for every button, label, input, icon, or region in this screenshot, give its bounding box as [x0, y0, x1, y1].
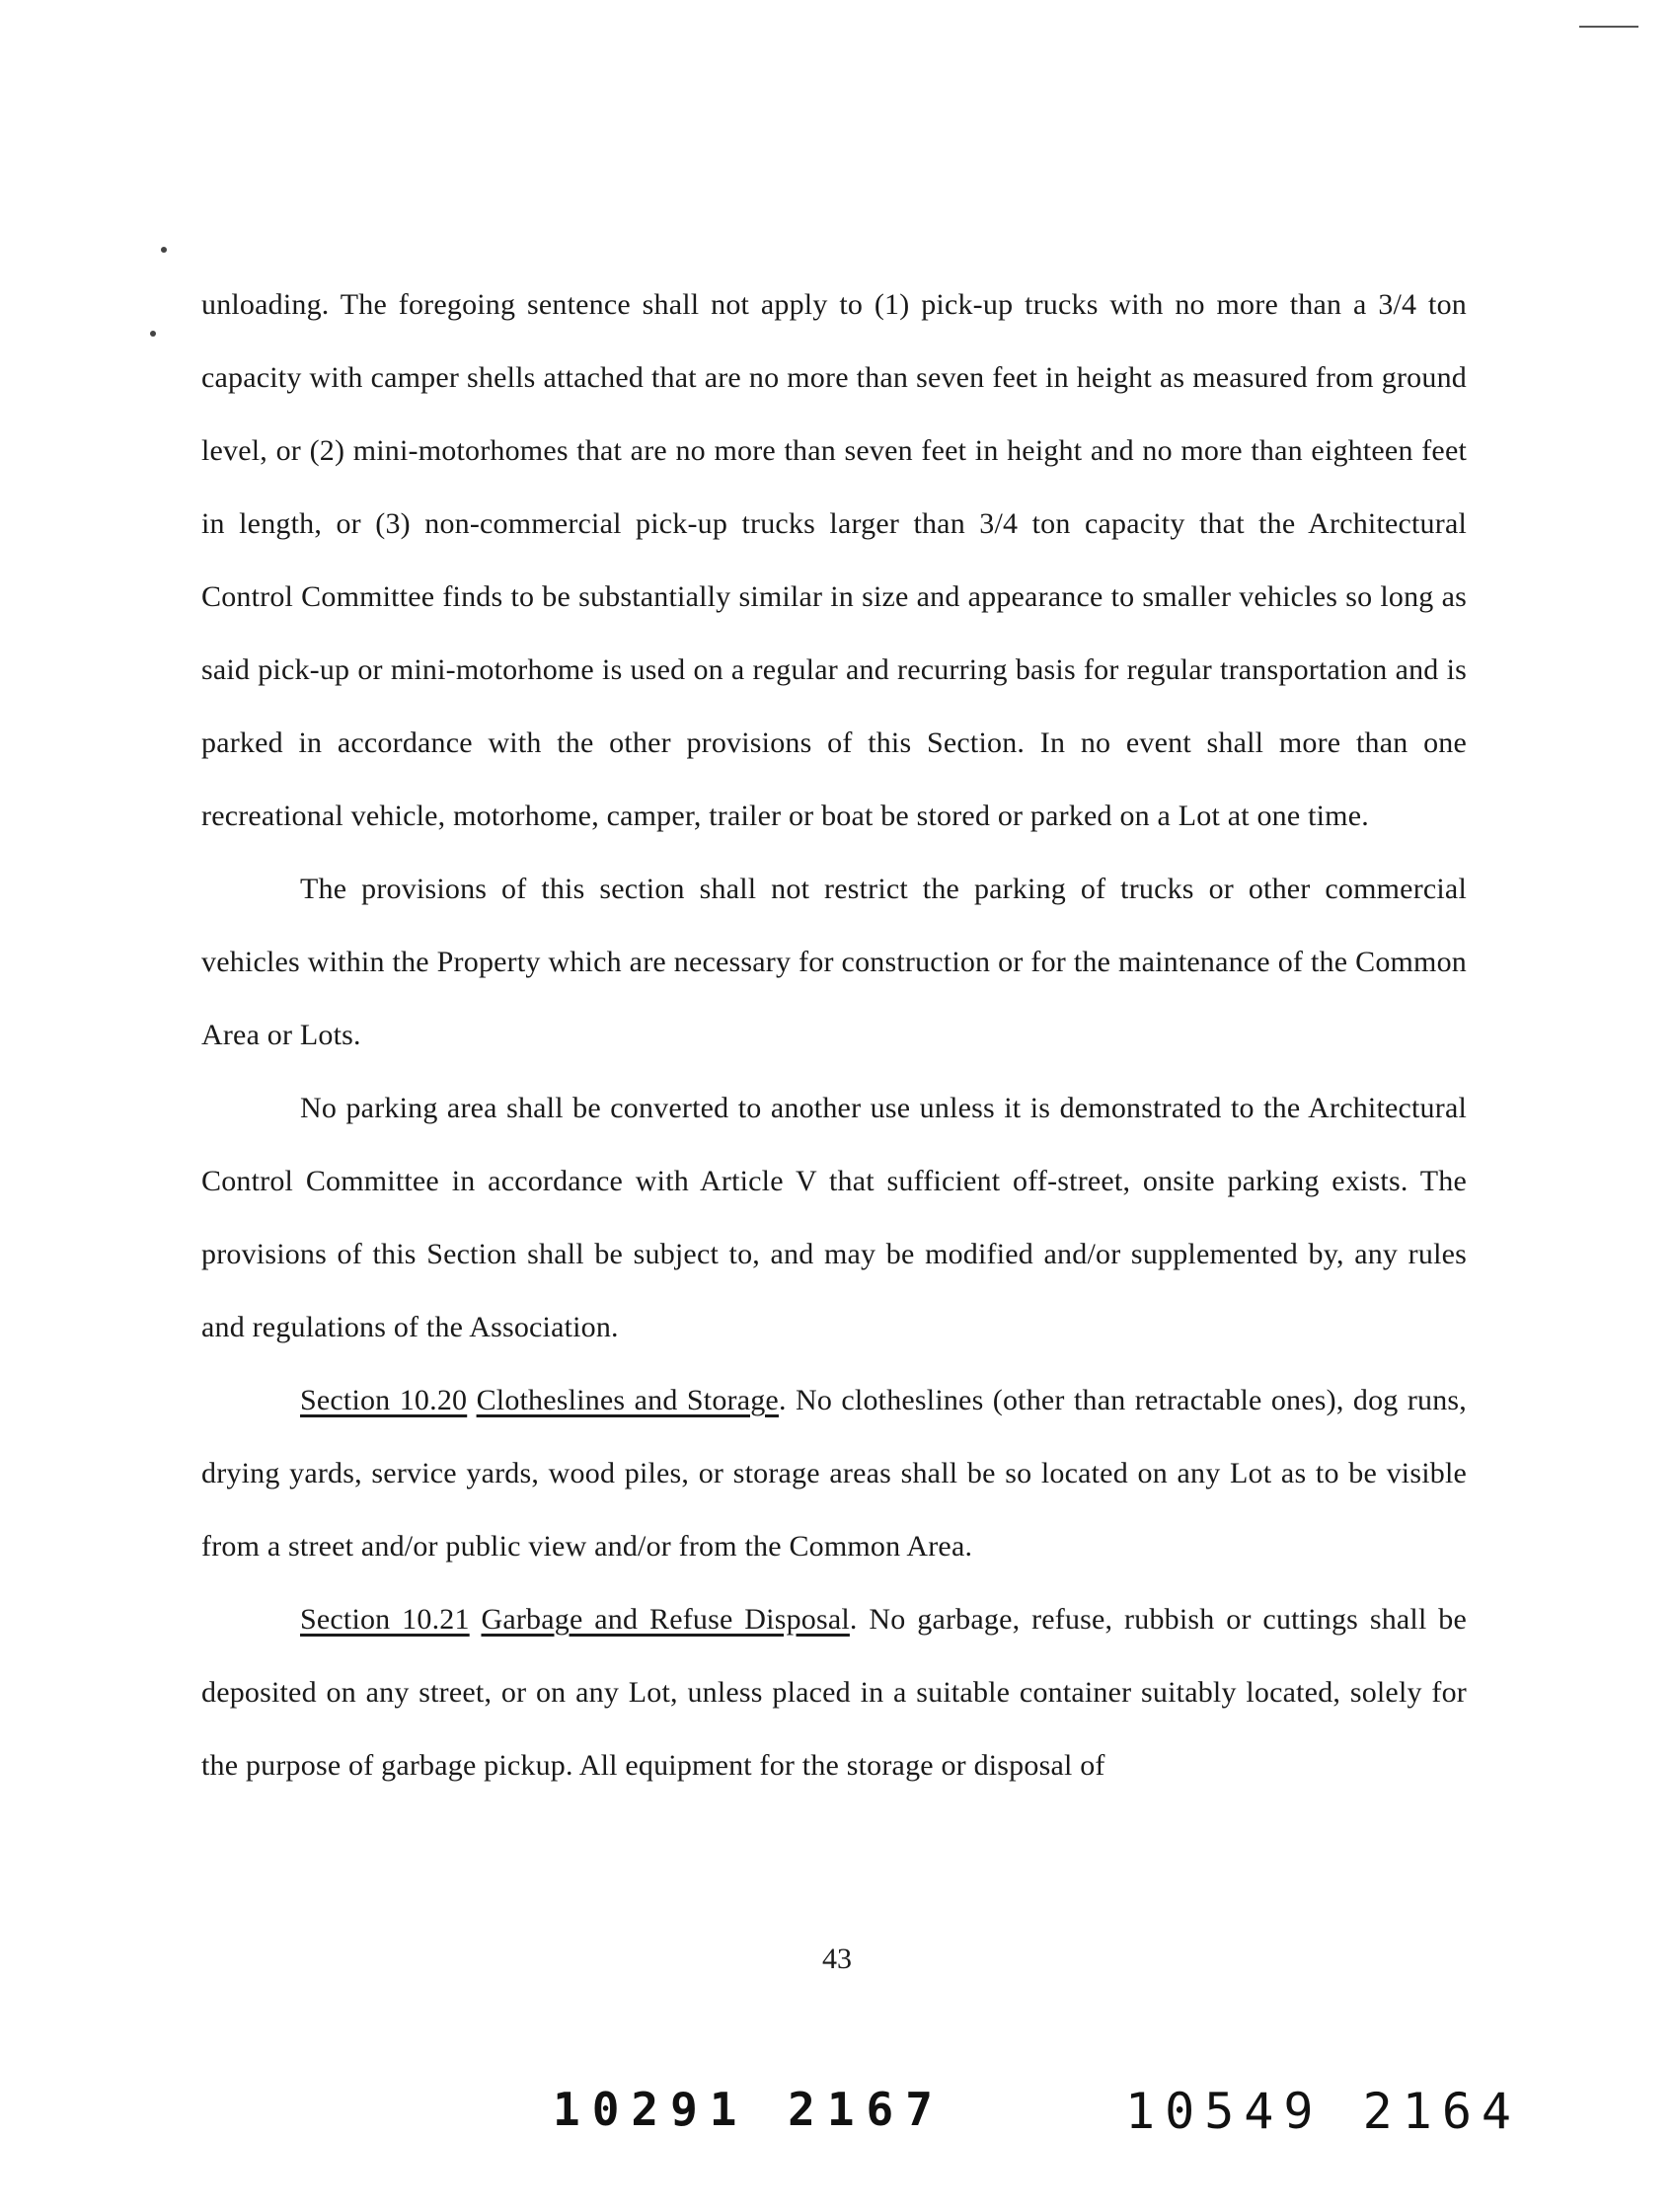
section-10-20	[201, 1364, 1467, 1583]
paragraph-parking-conversion: No parking area shall be converted to another use unless it is demonstrated to the Architectural Control Committee in accordance with Article V that sufficient off-street, onsite parking exists. The provisions of this Section shall be subject to, and may be modified and/or supplemented by, any rules and regulations of the Association.	[201, 1092, 1467, 1343]
recording-stamp-right: 10549 2164	[1125, 2083, 1522, 2140]
section-10-21-number: Section 10.21	[300, 1603, 470, 1636]
document-body	[201, 268, 1467, 1802]
section-10-21-title: Garbage and Refuse Disposal	[481, 1603, 850, 1636]
page-number: 43	[822, 1943, 852, 1975]
section-10-21	[201, 1583, 1467, 1802]
section-10-20-number: Section 10.20	[300, 1384, 468, 1416]
section-10-20-text: . No clotheslines (other than retractable ones), dog runs, drying yards, service yards, wood piles, or storage areas shall be so located on any Lot as to be visible from a street and/or public view and/or from the Common Area.	[201, 1384, 1467, 1563]
scan-artifact-dot	[150, 331, 156, 337]
paragraph-vehicle-exceptions: unloading. The foregoing sentence shall not apply to (1) pick-up trucks with no more than a 3/4 ton capacity with camper shells attached that are no more than seven feet in height as measured from ground level, or (2) mini-motorhomes that are no more than seven feet in height and no more than eighteen feet in length, or (3) non-commercial pick-up trucks larger than 3/4 ton capacity that the Architectural Control Committee finds to be substantially similar in size and appearance to smaller vehicles so long as said pick-up or mini-motorhome is used on a regular and recurring basis for regular transportation and is parked in accordance with the other provisions of this Section. In no event shall more than one recreational vehicle, motorhome, camper, trailer or boat be stored or parked on a Lot at one time.	[201, 288, 1467, 832]
section-10-21-text: . No garbage, refuse, rubbish or cuttings shall be deposited on any street, or on any Lot, unless placed in a suitable container suitably located, solely for the purpose of garbage pickup. All equipment for the storage or disposal of	[201, 1603, 1467, 1782]
recording-stamp-left: 10291 2167	[553, 2083, 945, 2136]
paragraph-commercial-vehicles: The provisions of this section shall not restrict the parking of trucks or other commercial vehicles within the Property which are necessary for construction or for the maintenance of the Common Area or Lots.	[201, 873, 1467, 1051]
section-10-20-title: Clotheslines and Storage	[476, 1384, 779, 1416]
scan-artifact-dot	[161, 247, 167, 253]
scan-artifact-line	[1579, 26, 1638, 28]
